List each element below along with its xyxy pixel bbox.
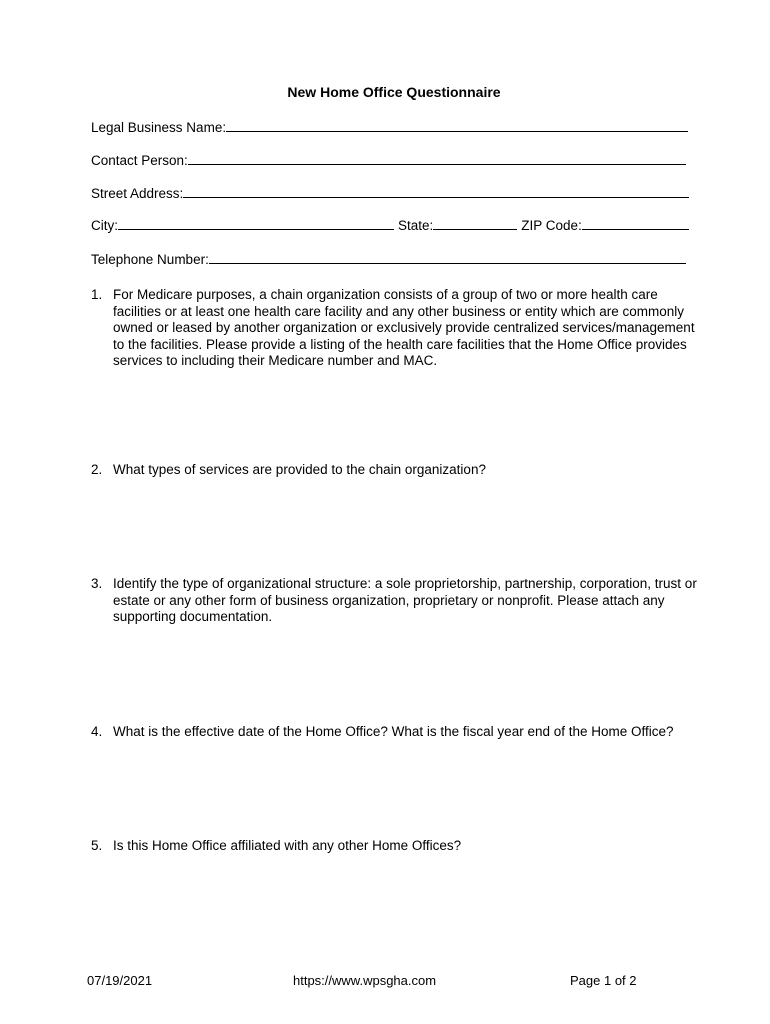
question-text: Is this Home Office affiliated with any other Home Offices? (113, 838, 462, 853)
telephone-number-line[interactable] (209, 251, 686, 264)
legal-business-name-label: Legal Business Name: (91, 120, 227, 135)
street-address-line[interactable] (183, 185, 689, 198)
state-label: State: (398, 218, 434, 233)
question-text: Identify the type of organizational structure: a sole proprietorship, partnership, corporation, trust or estate or any other form of business organization, proprietary or nonprofit. Please attach any supporting documentation. (113, 576, 697, 624)
telephone-number-field (91, 251, 686, 267)
question-3 (91, 576, 701, 626)
contact-person-field (91, 152, 686, 168)
contact-person-line[interactable] (188, 152, 686, 165)
question-text: What is the effective date of the Home Office? What is the fiscal year end of the Home Office? (113, 724, 674, 739)
state-line[interactable] (433, 217, 517, 230)
legal-business-name-field (91, 119, 688, 135)
footer-url[interactable]: https://www.wpsgha.com (293, 973, 437, 988)
city-label: City: (91, 218, 118, 233)
zip-code-line[interactable] (582, 217, 689, 230)
question-number: 3. (91, 576, 103, 591)
question-number: 5. (91, 838, 103, 853)
city-line[interactable] (118, 217, 394, 230)
question-number: 4. (91, 724, 103, 739)
zip-code-label: ZIP Code: (521, 218, 582, 233)
question-number: 1. (91, 287, 103, 302)
page-title: New Home Office Questionnaire (287, 84, 501, 100)
legal-business-name-line[interactable] (226, 119, 688, 132)
question-text: What types of services are provided to the chain organization? (113, 462, 486, 477)
question-1 (91, 287, 701, 370)
footer-date: 07/19/2021 (87, 973, 153, 988)
street-address-field (91, 185, 689, 201)
street-address-label: Street Address: (91, 186, 184, 201)
question-5 (91, 838, 701, 855)
question-text: For Medicare purposes, a chain organization consists of a group of two or more health care facilities or at least one health care facility and any other business or entity which are commonly owned or leased by another organization or exclusively provide centralized services/management to the facilities. Please provide a listing of the health care facilities that the Home Office provides services to including their Medicare number and MAC. (113, 287, 695, 368)
question-2 (91, 462, 701, 479)
question-number: 2. (91, 462, 103, 477)
contact-person-label: Contact Person: (91, 153, 188, 168)
city-state-zip-field (91, 217, 689, 233)
question-4 (91, 724, 711, 741)
telephone-number-label: Telephone Number: (91, 252, 209, 267)
footer-page-number: Page 1 of 2 (570, 973, 637, 988)
